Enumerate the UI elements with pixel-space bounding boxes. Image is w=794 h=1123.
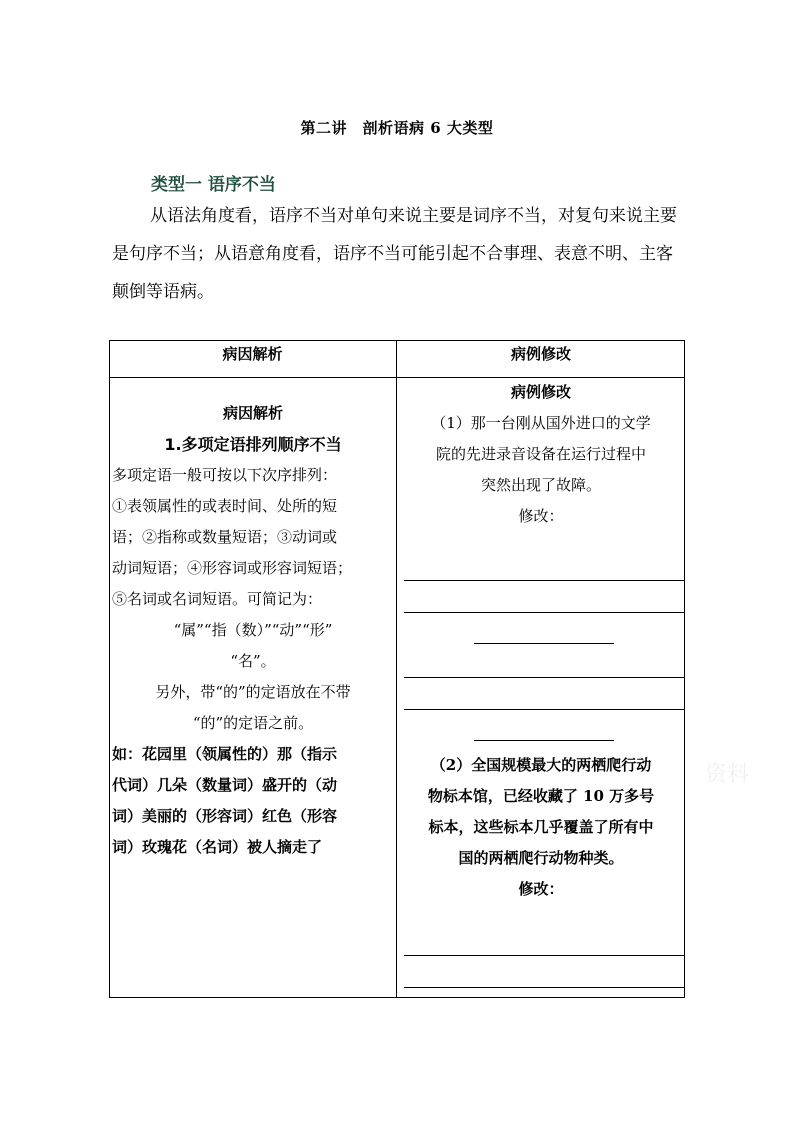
header-cause-analysis: 病因解析 <box>222 345 283 363</box>
intro-paragraph: 从语法角度看，语序不当对单句来说主要是词序不当，对复句来说主要是句序不当；从语意角度看，语序不当可能引起不合事理、表意不明、主客颠倒等语病。 <box>112 206 677 302</box>
cause-analysis-column <box>112 398 394 863</box>
table-column-divider <box>396 340 397 998</box>
cause-line: “名”。 <box>230 652 276 670</box>
answer-line <box>404 987 685 988</box>
section-heading: 类型一 语序不当 <box>151 175 276 195</box>
example-column-bottom <box>400 750 682 905</box>
answer-line <box>404 677 685 678</box>
cause-line: 语；②指称或数量短语；③动词或 <box>112 528 338 546</box>
answer-line <box>404 612 685 613</box>
example2-line: 标本，这些标本几乎覆盖了所有中 <box>428 818 654 836</box>
cause-example-line: 如：花园里（领属性的）那（指示 <box>112 745 338 763</box>
cause-line: 动词短语；④形容词或形容词短语； <box>112 559 353 577</box>
answer-line <box>404 955 685 956</box>
answer-line <box>404 709 685 710</box>
example1-line: 院的先进录音设备在运行过程中 <box>435 445 646 463</box>
cause-example-line: 词）玫瑰花（名词）被人摘走了 <box>112 838 323 856</box>
example2-line: （2）全国规模最大的两栖爬行动 <box>430 756 652 774</box>
cause-analysis-label: 病因解析 <box>222 404 283 422</box>
cause-subtitle: 1.多项定语排列顺序不当 <box>164 435 342 454</box>
cause-line: 多项定语一般可按以下次序排列： <box>112 466 338 484</box>
answer-blank <box>474 643 614 644</box>
example2-line: 国的两栖爬行动物种类。 <box>458 849 624 867</box>
example1-line: （1）那一台刚从国外进口的文学 <box>431 414 651 432</box>
watermark: 资料 <box>705 762 750 787</box>
example1-line: 突然出现了故障。 <box>480 476 601 494</box>
page-title: 第二讲 剖析语病 6 大类型 <box>300 119 494 137</box>
cause-line: ①表领属性的或表时间、处所的短 <box>112 497 338 515</box>
header-example-fix: 病例修改 <box>510 345 571 363</box>
example2-line: 物标本馆，已经收藏了 10 万多号 <box>427 787 655 805</box>
example-label: 病例修改 <box>510 383 571 401</box>
cause-line: “的”的定语之前。 <box>192 714 314 732</box>
example1-fix-label: 修改： <box>518 507 564 525</box>
answer-blank <box>474 740 614 741</box>
cause-line: 另外，带“的”的定语放在不带 <box>155 683 351 701</box>
cause-line: ⑤名词或名词短语。可简记为： <box>112 590 323 608</box>
cause-line: “属”“指（数）”“动”“形” <box>173 621 333 639</box>
cause-example-line: 词）美丽的（形容词）红色（形容 <box>112 807 338 825</box>
cause-example-line: 代词）几朵（数量词）盛开的（动 <box>112 776 338 794</box>
answer-line <box>404 580 685 581</box>
example-column-top <box>400 377 682 532</box>
example2-fix-label: 修改： <box>518 880 564 898</box>
